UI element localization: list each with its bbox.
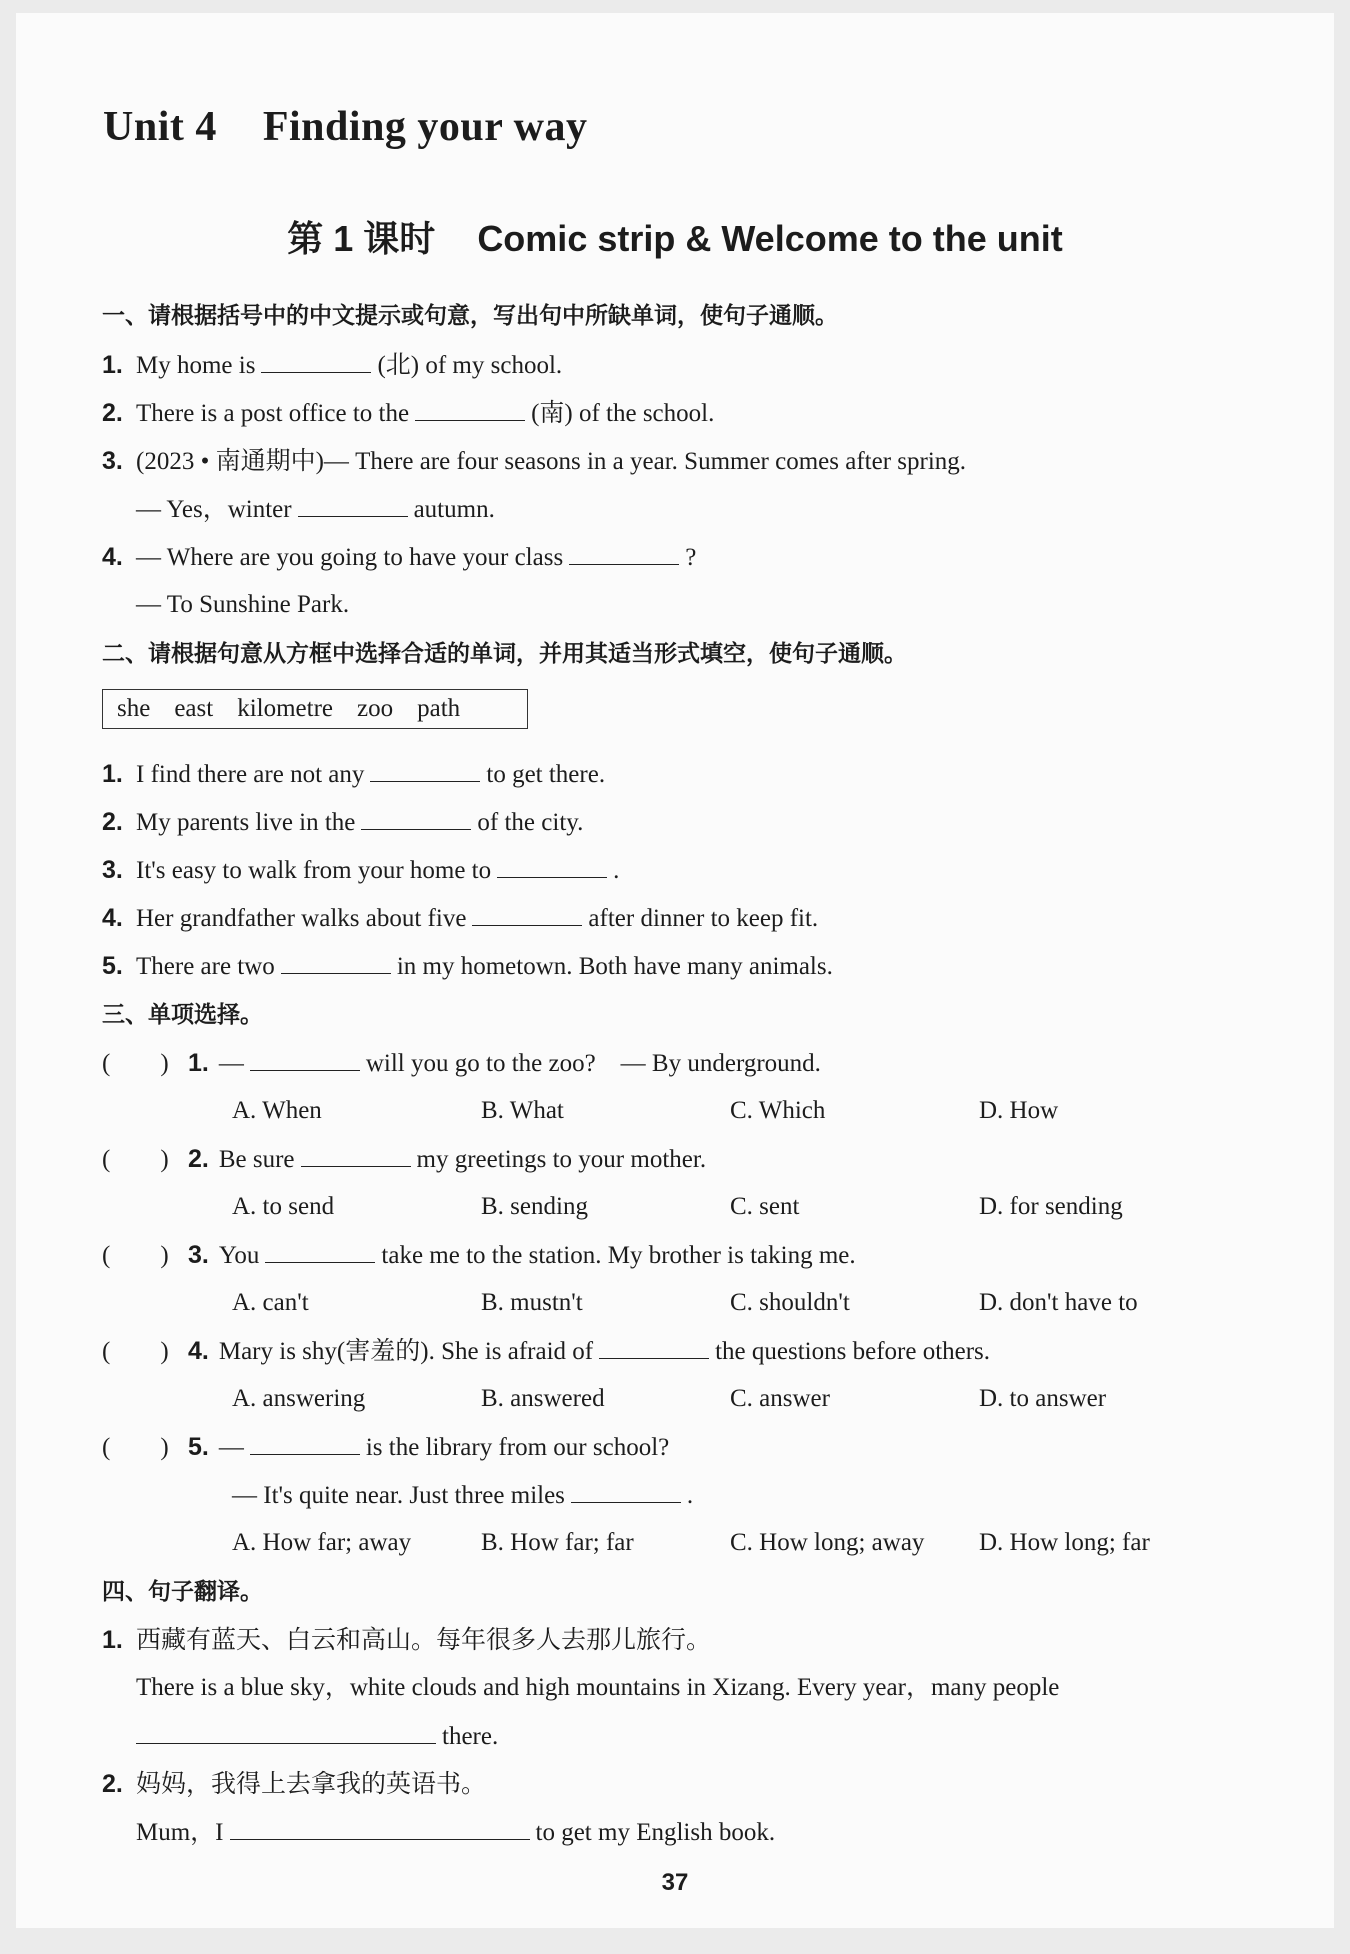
section-2-heading: 二、请根据句意从方框中选择合适的单词，并用其适当形式填空，使句子通顺。 (102, 641, 907, 667)
option-d: D. for sending (979, 1193, 1123, 1220)
section-1-item-1: 1. My home is (北) of my school. (102, 348, 562, 383)
answer-blank[interactable] (415, 396, 525, 421)
translation-1-chinese: 1. 西藏有蓝天、白云和高山。每年很多人去那儿旅行。 (102, 1626, 712, 1654)
worksheet-page (16, 13, 1334, 1928)
section-1-item-2: 2. There is a post office to the (南) of the school. (102, 396, 714, 431)
option-c: C. answer (730, 1385, 830, 1412)
option-b: B. How far; far (481, 1529, 634, 1556)
option-d: D. How long; far (979, 1529, 1150, 1556)
option-c: C. How long; away (730, 1529, 925, 1556)
option-a: A. How far; away (232, 1529, 412, 1556)
word-option: path (417, 695, 461, 722)
answer-blank[interactable] (136, 1719, 436, 1744)
answer-blank[interactable] (298, 492, 408, 517)
answer-blank[interactable] (472, 901, 582, 926)
answer-blank[interactable] (569, 540, 679, 565)
option-c: C. sent (730, 1193, 800, 1220)
translation-2-english: Mum，I to get my English book. (136, 1815, 775, 1850)
answer-blank[interactable] (250, 1046, 360, 1071)
answer-parentheses[interactable]: ( ) (102, 1338, 169, 1365)
question-5: ( ) 5. — is the library from our school? (102, 1430, 669, 1465)
answer-blank[interactable] (571, 1478, 681, 1503)
answer-blank[interactable] (361, 805, 471, 830)
option-d: D. How (979, 1097, 1059, 1124)
option-b: B. answered (481, 1385, 605, 1412)
option-c: C. Which (730, 1097, 826, 1124)
word-option: zoo (357, 695, 394, 722)
section-2-item-2: 2. My parents live in the of the city. (102, 805, 583, 840)
answer-blank[interactable] (265, 1238, 375, 1263)
answer-parentheses[interactable]: ( ) (102, 1242, 169, 1269)
lesson-title (16, 211, 1334, 262)
translation-1-english: There is a blue sky，white clouds and high mountains in Xizang. Every year，many people (136, 1674, 1060, 1701)
answer-parentheses[interactable]: ( ) (102, 1146, 169, 1173)
option-a: A. answering (232, 1385, 366, 1412)
option-d: D. don't have to (979, 1289, 1138, 1316)
translation-1-english-cont: there. (136, 1719, 498, 1754)
section-1-heading: 一、请根据括号中的中文提示或句意，写出句中所缺单词，使句子通顺。 (102, 303, 838, 329)
unit-label: Unit 4 (103, 104, 217, 150)
section-2-item-5: 5. There are two in my hometown. Both have many animals. (102, 949, 833, 984)
section-2-item-4: 4. Her grandfather walks about five after dinner to keep fit. (102, 901, 818, 936)
word-option: east (174, 695, 214, 722)
page-number: 37 (661, 1869, 689, 1896)
answer-blank[interactable] (250, 1430, 360, 1455)
option-d: D. to answer (979, 1385, 1107, 1412)
answer-blank[interactable] (261, 348, 371, 373)
option-b: B. What (481, 1097, 564, 1124)
section-1-item-3: 3. (2023 • 南通期中)— There are four seasons in a year. Summer comes after spring. (102, 447, 967, 475)
section-1-item-4-reply: — To Sunshine Park. (136, 591, 350, 618)
word-option: she (117, 695, 151, 722)
lesson-name: Comic strip & Welcome to the unit (477, 218, 1063, 259)
lesson-label: 第 1 课时 (287, 218, 436, 259)
option-c: C. shouldn't (730, 1289, 850, 1316)
answer-blank[interactable] (497, 853, 607, 878)
option-b: B. mustn't (481, 1289, 583, 1316)
section-4-heading: 四、句子翻译。 (102, 1579, 263, 1605)
unit-title (103, 103, 588, 151)
answer-blank[interactable] (230, 1815, 530, 1840)
answer-blank[interactable] (370, 757, 480, 782)
answer-parentheses[interactable]: ( ) (102, 1434, 169, 1461)
option-a: A. When (232, 1097, 322, 1124)
answer-parentheses[interactable]: ( ) (102, 1050, 169, 1077)
question-2: ( ) 2. Be sure my greetings to your mother. (102, 1142, 706, 1177)
unit-name: Finding your way (262, 104, 588, 150)
question-4: ( ) 4. Mary is shy(害羞的). She is afraid of the questions before others. (102, 1334, 990, 1369)
question-5-reply: — It's quite near. Just three miles . (232, 1478, 693, 1513)
question-3: ( ) 3. You take me to the station. My brother is taking me. (102, 1238, 856, 1273)
option-b: B. sending (481, 1193, 588, 1220)
section-1-item-4: 4. — Where are you going to have your class ? (102, 540, 696, 575)
word-box (102, 689, 528, 729)
word-option: kilometre (237, 695, 334, 722)
answer-blank[interactable] (301, 1142, 411, 1167)
section-2-item-3: 3. It's easy to walk from your home to . (102, 853, 619, 888)
translation-2-chinese: 2. 妈妈，我得上去拿我的英语书。 (102, 1770, 487, 1798)
option-a: A. can't (232, 1289, 309, 1316)
question-1: ( ) 1. — will you go to the zoo? — By underground. (102, 1046, 821, 1081)
section-3-heading: 三、单项选择。 (102, 1002, 263, 1028)
answer-blank[interactable] (599, 1334, 709, 1359)
section-2-item-1: 1. I find there are not any to get there. (102, 757, 605, 792)
answer-blank[interactable] (281, 949, 391, 974)
option-a: A. to send (232, 1193, 335, 1220)
section-1-item-3-reply: — Yes，winter autumn. (136, 492, 495, 527)
